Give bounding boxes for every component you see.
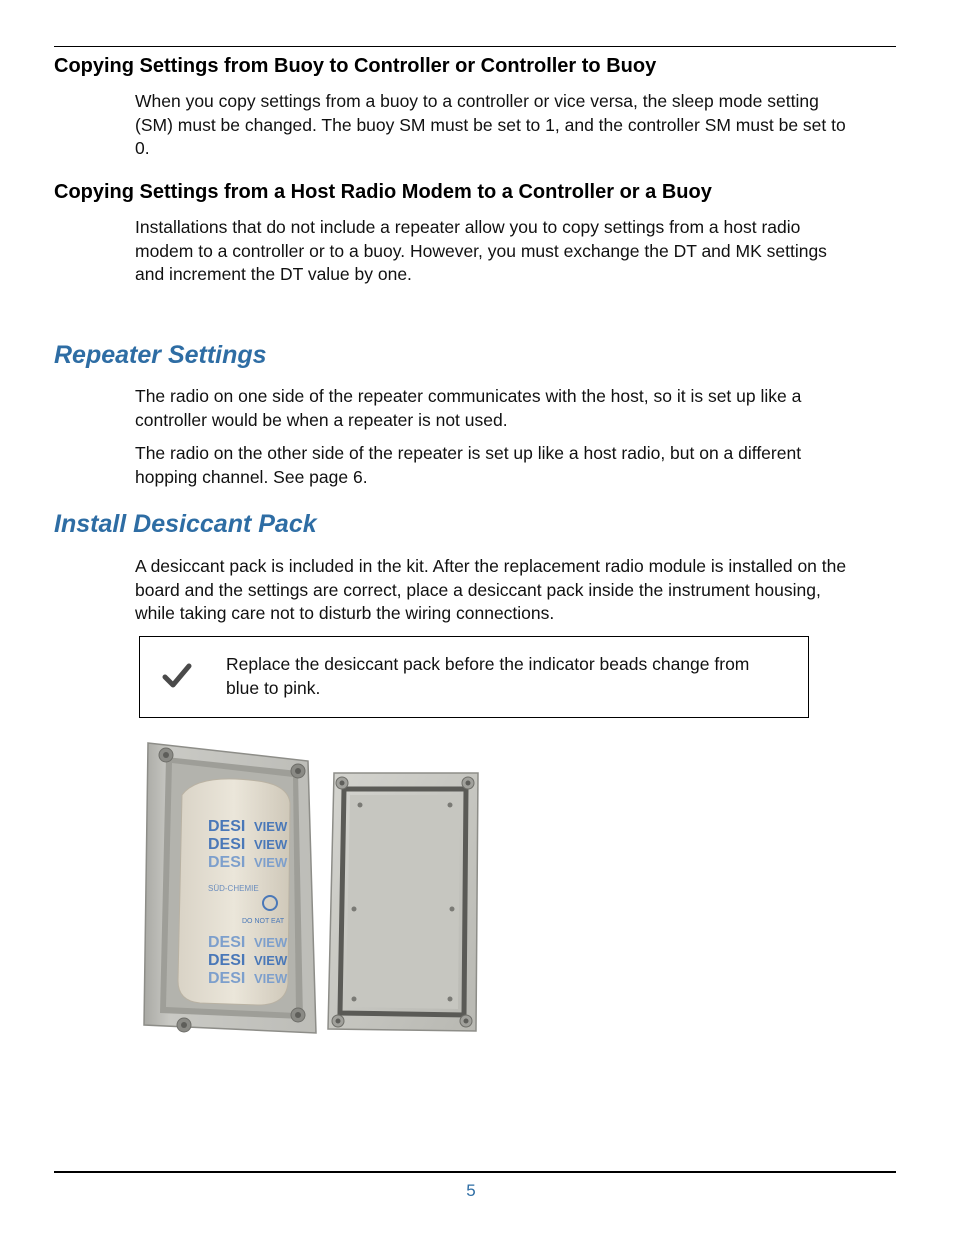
desiccant-pack (178, 779, 290, 1005)
note-box (139, 636, 809, 718)
paragraph-desiccant: A desiccant pack is included in the kit. After the replacement radio module is installed on the board and the settings are correct, place a desiccant pack inside the instrument housing, while taking care not to disturb the wiring connections. (135, 556, 847, 623)
pack-label-desi-2: DESI (208, 836, 246, 853)
pack-label-desi-3: DESI (208, 854, 246, 871)
pack-label-view-5: VIEW (254, 953, 288, 968)
note-text: Replace the desiccant pack before the indicator beads change from blue to pink. (226, 654, 750, 698)
checkmark-icon (162, 661, 192, 691)
header-rule (54, 46, 896, 47)
pack-label-desi-6: DESI (208, 970, 246, 987)
paragraph-host-modem: Installations that do not include a repeater allow you to copy settings from a host radio modem to a controller or to a buoy. However, you must exchange the DT and MK settings and increment the DT value by one. (135, 217, 827, 284)
page-number: 5 (466, 1181, 476, 1200)
section-title-repeater: Repeater Settings (54, 341, 267, 369)
pack-label-view-4: VIEW (254, 935, 288, 950)
pack-label-desi-1: DESI (208, 818, 246, 835)
subheading-buoy-controller: Copying Settings from Buoy to Controller or Controller to Buoy (54, 55, 657, 77)
pack-warning: DO NOT EAT (242, 918, 285, 925)
enclosure-lid (328, 773, 478, 1031)
paragraph-buoy-controller: When you copy settings from a buoy to a controller or vice versa, the sleep mode setting (SM) must be changed. The buoy SM must be set to 1, and the controller SM must be set to 0. (135, 91, 846, 158)
pack-label-view-2: VIEW (254, 837, 288, 852)
pack-label-desi-4: DESI (208, 934, 246, 951)
enclosure-photo (138, 733, 484, 1043)
paragraph-repeater-2: The radio on the other side of the repeater is set up like a host radio, but on a different hopping channel. See page 6. (135, 443, 802, 487)
pack-label-desi-5: DESI (208, 952, 246, 969)
subheading-host-modem: Copying Settings from a Host Radio Modem to a Controller or a Buoy (54, 181, 712, 203)
paragraph-repeater-1: The radio on one side of the repeater communicates with the host, so it is set up like a controller would be when a repeater is not used. (135, 386, 802, 430)
pack-brand-1: SÜD-CHEMIE (208, 884, 259, 893)
pack-label-view-3: VIEW (254, 855, 288, 870)
pack-label-view-1: VIEW (254, 819, 288, 834)
section-title-desiccant: Install Desiccant Pack (54, 510, 317, 538)
footer-rule (54, 1171, 896, 1173)
pack-label-view-6: VIEW (254, 971, 288, 986)
